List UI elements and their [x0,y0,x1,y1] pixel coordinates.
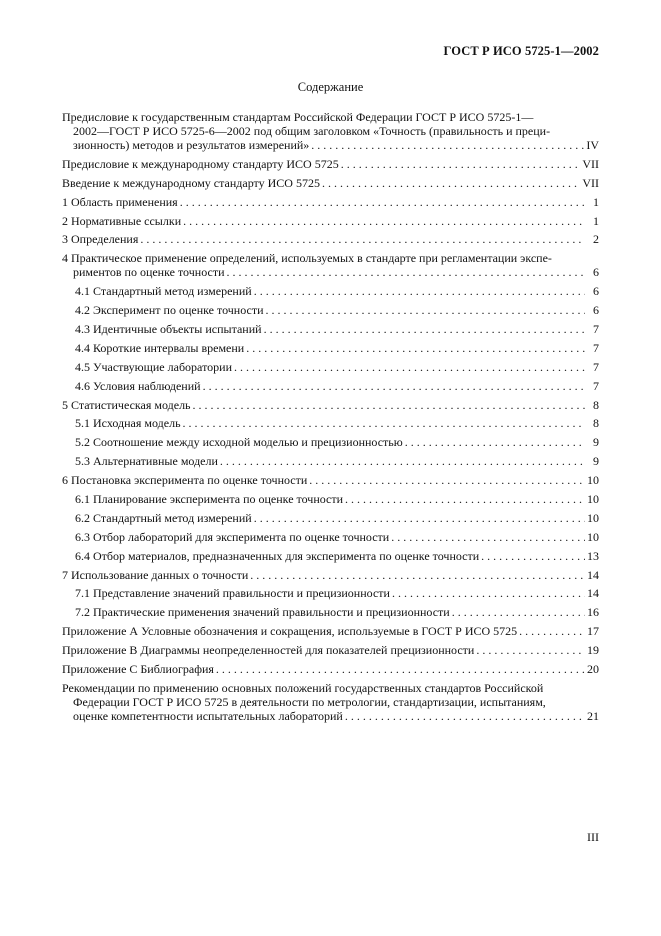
toc-entry-title: 6 Постановка эксперимента по оценке точности [62,473,308,488]
toc-page-number: 10 [587,529,599,544]
toc-entry [62,586,599,600]
toc-leader-dots [345,709,585,723]
toc-leader-dots [254,511,585,525]
toc-page-number: 7 [593,322,599,337]
toc-entry-title: 7 Использование данных о точности [62,567,249,582]
toc-page-number: 21 [587,708,599,723]
toc-entry-text-line: Федерации ГОСТ Р ИСО 5725 в деятельности по метрологии, стандартизации, испытаниям, [73,694,546,709]
toc-page-number: 9 [593,454,599,469]
toc-entry-text-line: Рекомендации по применению основных положений государственных стандартов Российской [62,680,544,695]
toc-leader-dots [309,473,585,487]
toc-leader-dots [203,379,585,393]
toc-entry-title: Приложение А Условные обозначения и сокращения, используемые в ГОСТ Р ИСО 5725 [62,624,518,639]
toc-entry [62,568,599,582]
toc-entry-title: 4.2 Эксперимент по оценке точности [75,303,264,318]
toc-page-number: 14 [587,586,599,601]
page-number: III [587,830,599,844]
toc-entry-title: 5.1 Исходная модель [75,416,181,431]
toc-leader-dots [264,322,585,336]
toc-leader-dots [180,195,585,209]
toc-page-number: 14 [587,567,599,582]
toc-entry [62,492,599,506]
toc-entry-title: оценке компетентности испытательных лабораторий [73,708,343,723]
toc-page-number: 13 [587,548,599,563]
toc-entry-title: 4.3 Идентичные объекты испытаний [75,322,262,337]
toc-leader-dots [183,214,585,228]
toc-entry-title: Приложение С Библиография [62,662,214,677]
table-of-contents [62,110,599,728]
toc-entry [62,473,599,487]
toc-entry-title: 4.4 Короткие интервалы времени [75,340,245,355]
toc-entry-title: 3 Определения [62,232,139,247]
toc-entry [62,379,599,393]
toc-entry [62,251,599,279]
toc-entry-title: 2 Нормативные ссылки [62,213,182,228]
toc-entry-title: 6.4 Отбор материалов, предназначенных для эксперимента по оценке точности [75,548,480,563]
toc-entry [62,454,599,468]
toc-entry [62,681,599,723]
toc-leader-dots [481,549,585,563]
toc-page-number: 1 [593,194,599,209]
toc-entry [62,284,599,298]
toc-leader-dots [392,586,585,600]
toc-leader-dots [341,157,581,171]
toc-entry [62,214,599,228]
toc-entry [62,303,599,317]
toc-page-number: IV [586,138,599,152]
toc-entry-title: 4.5 Участвующие лаборатории [75,359,233,374]
toc-entry [62,157,599,171]
toc-entry [62,511,599,525]
toc-leader-dots [322,176,580,190]
toc-entry-title: 1 Область применения [62,194,178,209]
toc-page-number: 10 [587,492,599,507]
toc-entry [62,643,599,657]
toc-page-number: VII [582,156,599,171]
toc-page-number: 6 [593,303,599,318]
toc-entry [62,195,599,209]
toc-page-number: 6 [593,265,599,280]
toc-entry [62,435,599,449]
toc-entry-title: 5 Статистическая модель [62,397,191,412]
toc-entry [62,530,599,544]
toc-page-number: VII [582,175,599,190]
toc-entry-title: 6.2 Стандартный метод измерений [75,510,252,525]
toc-leader-dots [234,360,585,374]
toc-page-number: 20 [587,662,599,677]
toc-page-number: 10 [587,510,599,525]
toc-entry-title: риментов по оценке точности [73,265,225,280]
toc-leader-dots [311,138,584,152]
toc-leader-dots [220,454,585,468]
toc-page-number: 2 [593,232,599,247]
toc-entry [62,549,599,563]
toc-entry-title: 7.1 Представление значений правильности и прецизионности [75,586,390,601]
toc-entry-title: Введение к международному стандарту ИСО 5725 [62,175,320,190]
toc-entry [62,341,599,355]
toc-leader-dots [216,662,585,676]
toc-entry-title: 4.1 Стандартный метод измерений [75,284,252,299]
toc-entry-title: Приложение В Диаграммы неопределенностей для показателей прецизионности [62,643,475,658]
toc-page-number: 8 [593,397,599,412]
toc-page-number: 7 [593,340,599,355]
toc-entry [62,232,599,246]
toc-entry-title: 6.1 Планирование эксперимента по оценке точности [75,492,344,507]
document-header: ГОСТ Р ИСО 5725-1—2002 [443,44,599,58]
toc-entry [62,416,599,430]
toc-entry-title: 7.2 Практические применения значений правильности и прецизионности [75,605,450,620]
toc-leader-dots [227,265,586,279]
toc-entry-title: 5.2 Соотношение между исходной моделью и прецизионностью [75,435,403,450]
toc-page-number: 1 [593,213,599,228]
toc-page-number: 7 [593,378,599,393]
toc-entry-text-line: 4 Практическое применение определений, используемых в стандарте при регламентации экспе- [62,251,552,266]
toc-entry [62,398,599,412]
page-title: Содержание [297,80,364,94]
toc-entry [62,110,599,152]
toc-page-number: 7 [593,359,599,374]
toc-leader-dots [266,303,585,317]
toc-entry [62,662,599,676]
toc-page-number: 9 [593,435,599,450]
toc-leader-dots [405,435,585,449]
toc-leader-dots [246,341,585,355]
toc-page-number: 19 [587,643,599,658]
toc-entry-text-line: Предисловие к государственным стандартам Российской Федерации ГОСТ Р ИСО 5725-1— [62,110,534,124]
toc-leader-dots [391,530,585,544]
toc-entry-title: 6.3 Отбор лабораторий для эксперимента по оценке точности [75,529,390,544]
toc-leader-dots [140,232,585,246]
toc-leader-dots [254,284,585,298]
toc-leader-dots [452,605,585,619]
toc-page-number: 8 [593,416,599,431]
toc-entry [62,624,599,638]
toc-leader-dots [193,398,585,412]
toc-entry-title: 4.6 Условия наблюдений [75,378,201,393]
toc-entry [62,176,599,190]
toc-leader-dots [183,416,585,430]
toc-page-number: 10 [587,473,599,488]
toc-page-number: 17 [587,624,599,639]
toc-leader-dots [519,624,585,638]
toc-entry-text-line: 2002—ГОСТ Р ИСО 5725-6—2002 под общим заголовком «Точность (правильность и преци- [73,124,551,138]
toc-entry [62,605,599,619]
toc-entry-title: Предисловие к международному стандарту ИСО 5725 [62,156,339,171]
toc-leader-dots [476,643,585,657]
toc-entry-title: 5.3 Альтернативные модели [75,454,218,469]
toc-entry [62,322,599,336]
toc-page-number: 6 [593,284,599,299]
toc-page-number: 16 [587,605,599,620]
toc-entry-title: зионность) методов и результатов измерений» [73,138,310,152]
toc-entry [62,360,599,374]
toc-leader-dots [345,492,585,506]
toc-leader-dots [250,568,585,582]
